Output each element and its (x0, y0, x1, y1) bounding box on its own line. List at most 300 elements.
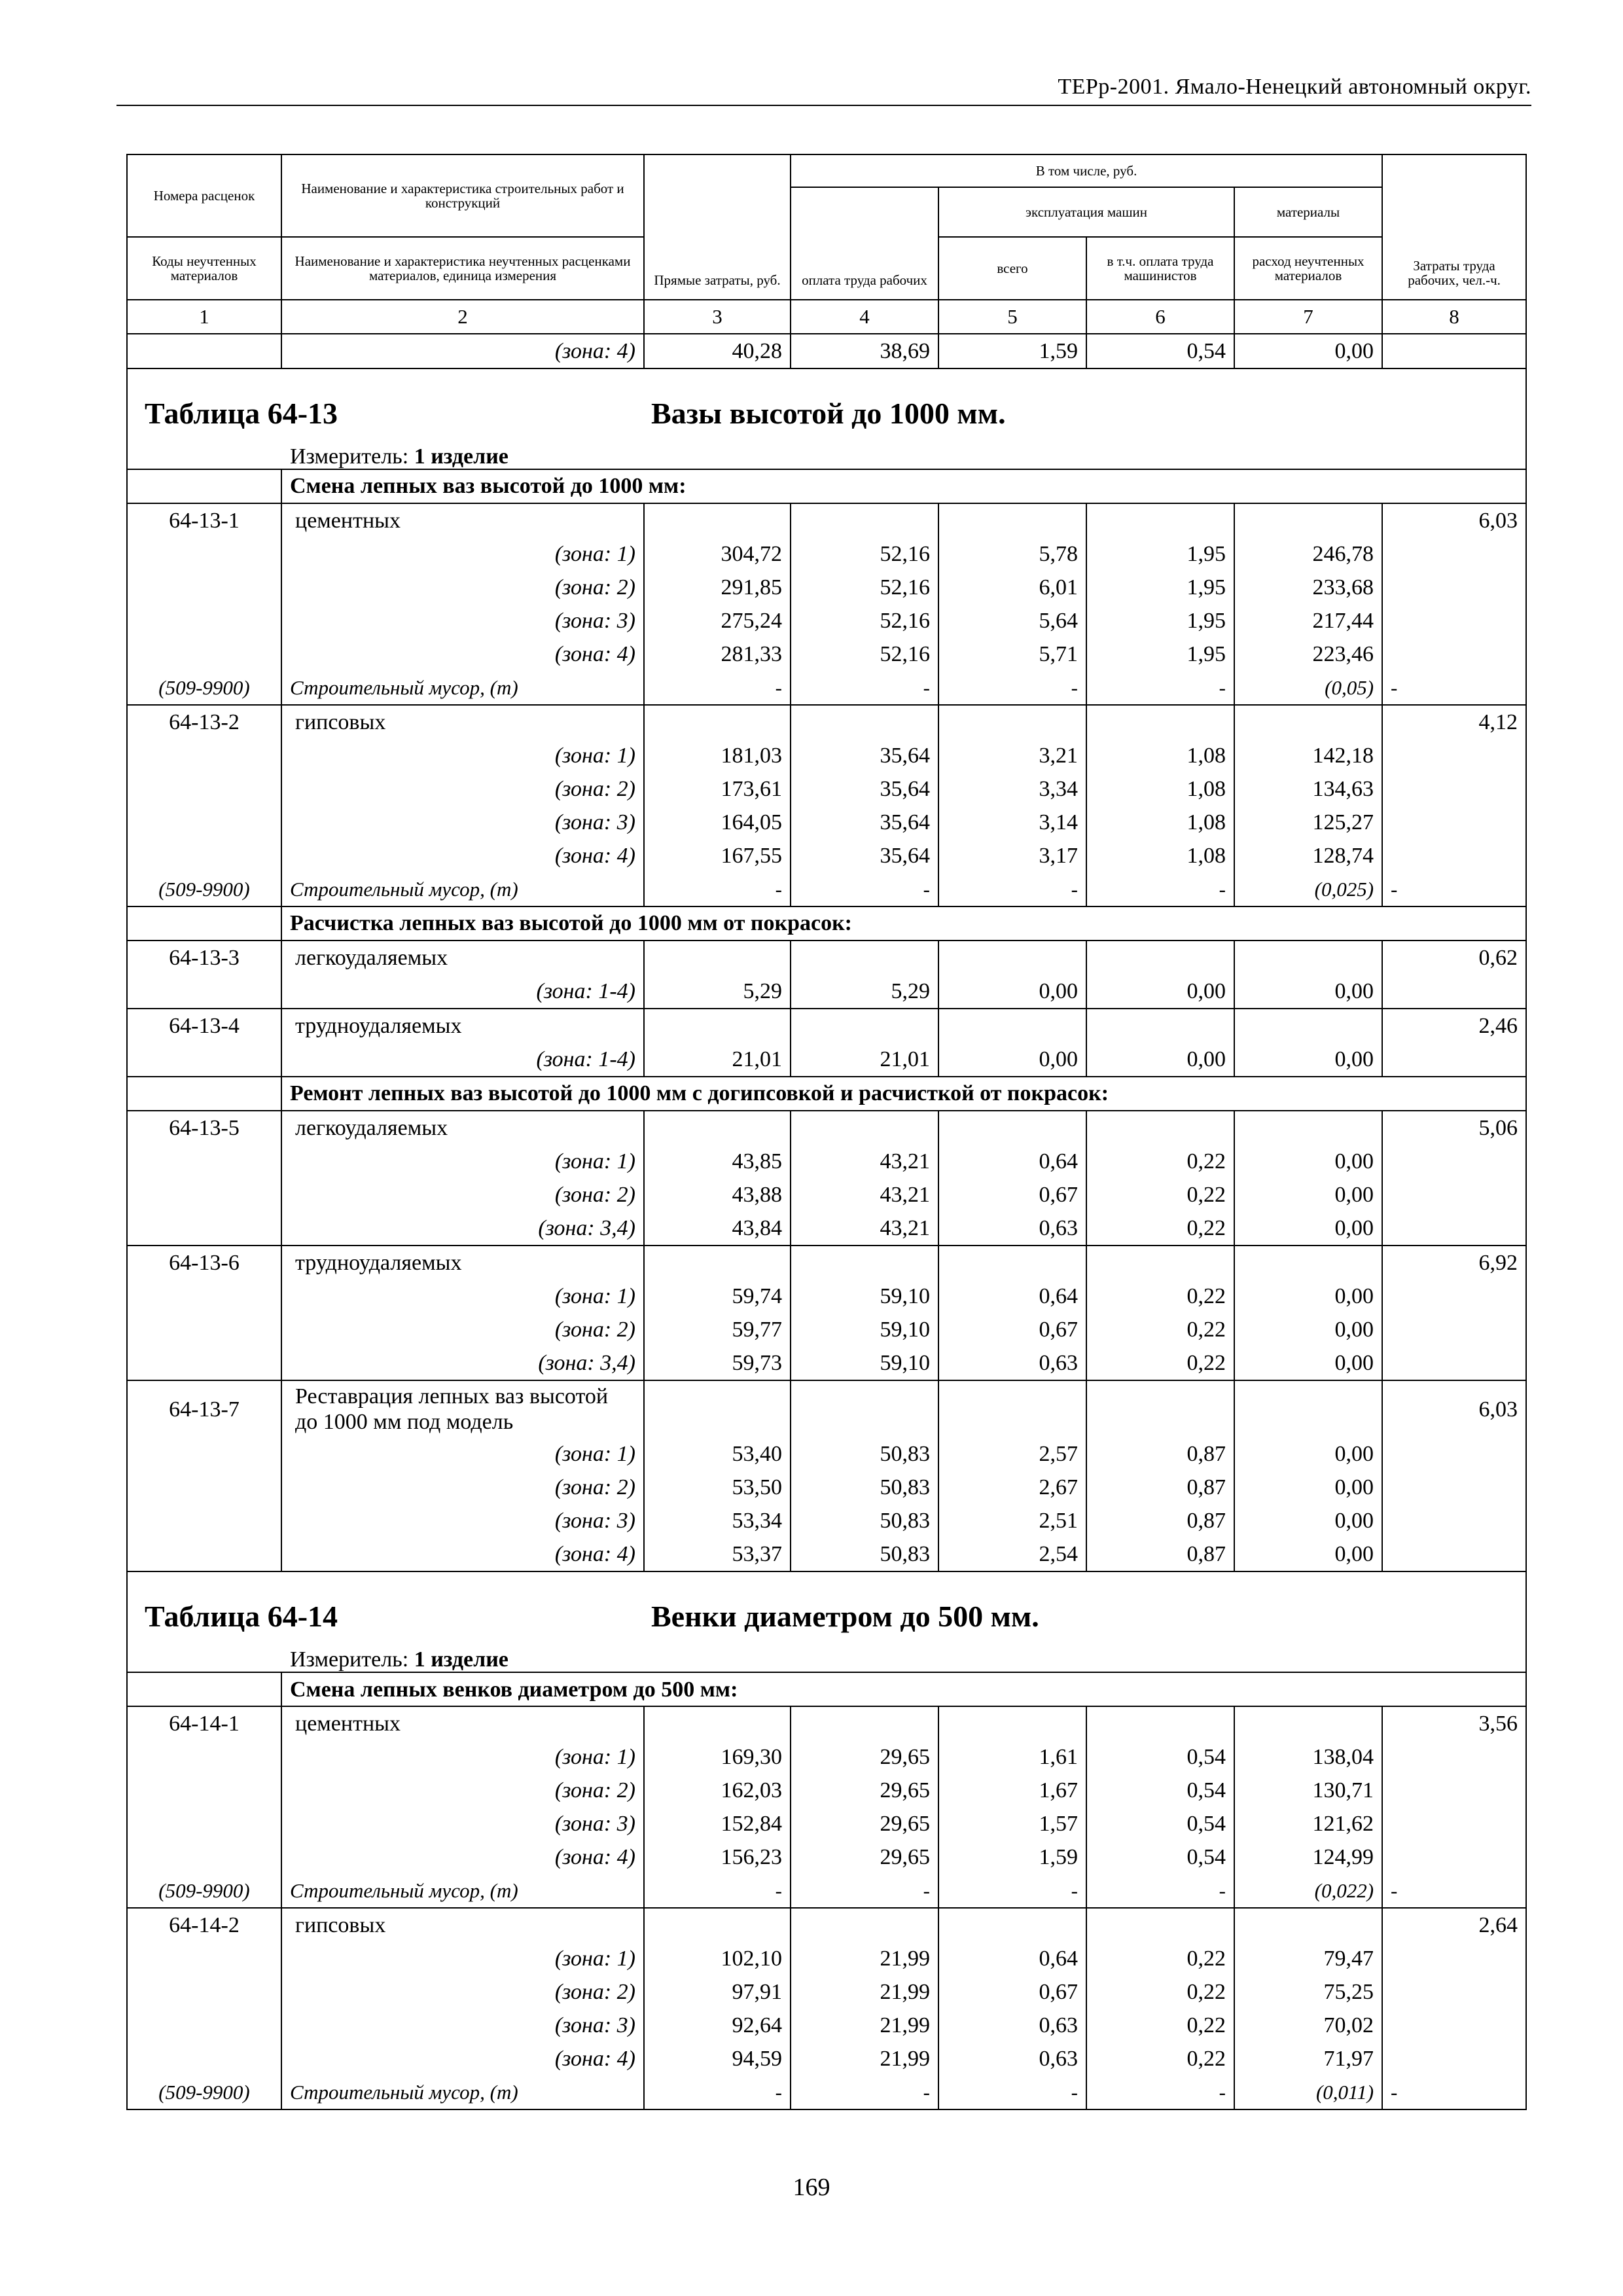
zone-label: (зона: 3) (281, 604, 644, 637)
materials-cost: 0,00 (1234, 1471, 1382, 1504)
rate-item-row (127, 503, 1526, 537)
empty-cell (1086, 1908, 1234, 1942)
materials-cost: 0,00 (1234, 1280, 1382, 1313)
zone-label: (зона: 3) (281, 806, 644, 839)
empty-cell (127, 1807, 281, 1840)
empty-cell (127, 1211, 281, 1246)
empty-cell (791, 503, 938, 537)
materials-cost: 223,46 (1234, 637, 1382, 671)
worker-pay: 29,65 (791, 1807, 938, 1840)
dash-cell: - (644, 671, 791, 705)
operator-pay: 0,22 (1086, 1313, 1234, 1346)
materials-cost: 125,27 (1234, 806, 1382, 839)
col-worker-pay-header: оплата труда рабочих (791, 187, 938, 300)
empty-cell (1382, 537, 1526, 571)
dash-cell: - (938, 1874, 1086, 1908)
worker-pay: 59,10 (791, 1280, 938, 1313)
machines-total: 1,61 (938, 1740, 1086, 1774)
labor-dash: - (1382, 671, 1526, 705)
material-name: Строительный мусор, (т) (281, 1874, 644, 1908)
operator-pay: 0,87 (1086, 1504, 1234, 1537)
operator-pay: 0,22 (1086, 1211, 1234, 1246)
zone-row (127, 1504, 1526, 1537)
empty-cell (127, 1313, 281, 1346)
machines-total: 5,78 (938, 537, 1086, 571)
section-code-cell (127, 469, 281, 503)
zone-row (127, 1807, 1526, 1840)
col-operator-pay-header: в т.ч. оплата труда машинистов (1086, 237, 1234, 300)
operator-pay: 0,22 (1086, 1178, 1234, 1211)
direct-cost: 181,03 (644, 739, 791, 772)
empty-cell (791, 1111, 938, 1145)
empty-cell (1382, 1504, 1526, 1537)
rate-item-row (127, 1009, 1526, 1043)
worker-pay: 21,99 (791, 2042, 938, 2075)
machines-total: 3,34 (938, 772, 1086, 806)
empty-cell (1382, 1145, 1526, 1178)
col-direct-cost-header: Прямые затраты, руб. (644, 154, 791, 300)
empty-cell (127, 2009, 281, 2042)
empty-cell (1382, 806, 1526, 839)
materials-cost: 121,62 (1234, 1807, 1382, 1840)
machines-total: 0,00 (938, 975, 1086, 1009)
empty-cell (1382, 1437, 1526, 1471)
zone-row (127, 739, 1526, 772)
materials-cost: 70,02 (1234, 2009, 1382, 2042)
machines-total: 0,63 (938, 2009, 1086, 2042)
material-consumption: (0,05) (1234, 671, 1382, 705)
machines-total: 3,14 (938, 806, 1086, 839)
direct-cost: 53,34 (644, 1504, 791, 1537)
worker-pay: 38,69 (791, 334, 938, 368)
zone-label: (зона: 1) (281, 1437, 644, 1471)
col-material-code-header: Коды неучтенных материалов (127, 237, 281, 300)
dash-cell: - (938, 671, 1086, 705)
zone-label: (зона: 4) (281, 637, 644, 671)
materials-cost: 0,00 (1234, 1313, 1382, 1346)
worker-pay: 35,64 (791, 806, 938, 839)
zone-label: (зона: 1-4) (281, 1043, 644, 1077)
empty-cell (1382, 571, 1526, 604)
empty-cell (127, 1178, 281, 1211)
operator-pay: 0,22 (1086, 2009, 1234, 2042)
dash-cell: - (791, 872, 938, 906)
page-number: 169 (793, 2174, 830, 2201)
empty-cell (938, 1009, 1086, 1043)
zone-label: (зона: 2) (281, 571, 644, 604)
rate-code: 64-14-1 (127, 1706, 281, 1740)
zone-row (127, 1975, 1526, 2009)
worker-pay: 29,65 (791, 1774, 938, 1807)
worker-pay: 50,83 (791, 1537, 938, 1571)
operator-pay: 1,95 (1086, 537, 1234, 571)
empty-cell (938, 1380, 1086, 1437)
work-name: трудноудаляемых (281, 1009, 644, 1043)
direct-cost: 43,85 (644, 1145, 791, 1178)
empty-cell (1382, 772, 1526, 806)
empty-cell (938, 1246, 1086, 1280)
direct-cost: 173,61 (644, 772, 791, 806)
zone-row (127, 1280, 1526, 1313)
direct-cost: 167,55 (644, 839, 791, 872)
operator-pay: 0,22 (1086, 1280, 1234, 1313)
material-row (127, 872, 1526, 906)
dash-cell: - (1086, 1874, 1234, 1908)
zone-label: (зона: 4) (281, 1840, 644, 1874)
worker-pay: 59,10 (791, 1346, 938, 1380)
column-number: 7 (1234, 300, 1382, 334)
empty-cell (1086, 1009, 1234, 1043)
direct-cost: 152,84 (644, 1807, 791, 1840)
empty-cell (127, 2042, 281, 2075)
dash-cell: - (1086, 2075, 1234, 2109)
rate-code: 64-13-7 (127, 1380, 281, 1437)
operator-pay: 0,22 (1086, 1975, 1234, 2009)
worker-pay: 29,65 (791, 1840, 938, 1874)
materials-cost: 0,00 (1234, 975, 1382, 1009)
material-code: (509-9900) (127, 2075, 281, 2109)
group-header: В том числе, руб. (791, 154, 1382, 187)
empty-cell (127, 1942, 281, 1975)
worker-pay: 59,10 (791, 1313, 938, 1346)
zone-row (127, 1346, 1526, 1380)
worker-pay: 21,99 (791, 1942, 938, 1975)
empty-cell (1382, 1975, 1526, 2009)
machines-total: 5,64 (938, 604, 1086, 637)
empty-cell (1234, 705, 1382, 739)
zone-label: (зона: 1) (281, 1740, 644, 1774)
empty-cell (1382, 739, 1526, 772)
measure-label: Измеритель: (290, 444, 409, 469)
zone-row (127, 839, 1526, 872)
empty-cell (644, 705, 791, 739)
empty-cell (644, 941, 791, 975)
empty-cell (644, 1111, 791, 1145)
header-rule (116, 105, 1531, 106)
direct-cost: 40,28 (644, 334, 791, 368)
direct-cost: 169,30 (644, 1740, 791, 1774)
rate-code: 64-13-2 (127, 705, 281, 739)
materials-cost: 124,99 (1234, 1840, 1382, 1874)
machines-total: 0,67 (938, 1975, 1086, 2009)
direct-cost: 164,05 (644, 806, 791, 839)
machines-total: 1,59 (938, 1840, 1086, 1874)
empty-cell (1086, 705, 1234, 739)
materials-cost: 0,00 (1234, 1346, 1382, 1380)
labor-dash: - (1382, 1874, 1526, 1908)
dash-cell: - (791, 2075, 938, 2109)
empty-cell (644, 1908, 791, 1942)
empty-cell (127, 1840, 281, 1874)
work-name: гипсовых (281, 705, 644, 739)
empty-cell (127, 772, 281, 806)
rate-code: 64-13-1 (127, 503, 281, 537)
empty-cell (127, 1437, 281, 1471)
dash-cell: - (644, 1874, 791, 1908)
table-title-block (127, 1571, 1526, 1672)
direct-cost: 102,10 (644, 1942, 791, 1975)
direct-cost: 53,50 (644, 1471, 791, 1504)
empty-cell (1382, 1840, 1526, 1874)
empty-cell (127, 1774, 281, 1807)
worker-pay: 5,29 (791, 975, 938, 1009)
rate-item-row (127, 1706, 1526, 1740)
dash-cell: - (644, 2075, 791, 2109)
work-name: гипсовых (281, 1908, 644, 1942)
zone-label: (зона: 2) (281, 1471, 644, 1504)
measure-value: 1 изделие (414, 1647, 508, 1672)
labor-cost: 5,06 (1382, 1111, 1526, 1145)
zone-row (127, 1471, 1526, 1504)
empty-cell (127, 1280, 281, 1313)
zone-row (127, 1145, 1526, 1178)
zone-row (127, 1178, 1526, 1211)
labor-cost: 2,64 (1382, 1908, 1526, 1942)
empty-cell (1086, 1706, 1234, 1740)
empty-cell (1382, 1942, 1526, 1975)
table-number: Таблица 64-13 (145, 397, 338, 430)
dash-cell: - (791, 1874, 938, 1908)
machines-total: 2,54 (938, 1537, 1086, 1571)
empty-cell (1234, 1380, 1382, 1437)
col-machines-total-header: всего (938, 237, 1086, 300)
material-name: Строительный мусор, (т) (281, 2075, 644, 2109)
empty-cell (644, 503, 791, 537)
work-name: легкоудаляемых (281, 1111, 644, 1145)
zone-label: (зона: 1) (281, 537, 644, 571)
direct-cost: 92,64 (644, 2009, 791, 2042)
empty-cell (1382, 334, 1526, 368)
zone-label: (зона: 1) (281, 739, 644, 772)
empty-cell (1234, 1246, 1382, 1280)
empty-cell (1234, 941, 1382, 975)
operator-pay: 0,87 (1086, 1537, 1234, 1571)
section-title: Смена лепных венков диаметром до 500 мм: (281, 1672, 1526, 1706)
zone-label: (зона: 2) (281, 1975, 644, 2009)
material-consumption: (0,025) (1234, 872, 1382, 906)
empty-cell (1382, 2042, 1526, 2075)
direct-cost: 53,37 (644, 1537, 791, 1571)
zone-label: (зона: 3,4) (281, 1211, 644, 1246)
material-name: Строительный мусор, (т) (281, 671, 644, 705)
worker-pay: 21,01 (791, 1043, 938, 1077)
table-name: Вазы высотой до 1000 мм. (651, 397, 1006, 430)
machines-total: 0,64 (938, 1942, 1086, 1975)
dash-cell: - (1086, 671, 1234, 705)
zone-row (127, 604, 1526, 637)
worker-pay: 50,83 (791, 1471, 938, 1504)
direct-cost: 97,91 (644, 1975, 791, 2009)
rate-code: 64-13-4 (127, 1009, 281, 1043)
work-name: трудноудаляемых (281, 1246, 644, 1280)
zone-label: (зона: 2) (281, 1774, 644, 1807)
materials-cost: 233,68 (1234, 571, 1382, 604)
machines-total: 0,64 (938, 1280, 1086, 1313)
rate-item-row (127, 1111, 1526, 1145)
worker-pay: 52,16 (791, 604, 938, 637)
empty-cell (644, 1246, 791, 1280)
empty-cell (938, 941, 1086, 975)
operator-pay: 0,54 (1086, 1740, 1234, 1774)
empty-cell (127, 1471, 281, 1504)
material-consumption: (0,011) (1234, 2075, 1382, 2109)
material-code: (509-9900) (127, 872, 281, 906)
labor-cost: 2,46 (1382, 1009, 1526, 1043)
empty-cell (127, 975, 281, 1009)
machines-header: эксплуатация машин (938, 187, 1234, 237)
operator-pay: 0,87 (1086, 1437, 1234, 1471)
machines-total: 0,63 (938, 2042, 1086, 2075)
empty-cell (127, 334, 281, 368)
material-name: Строительный мусор, (т) (281, 872, 644, 906)
materials-header: материалы (1234, 187, 1382, 237)
col-material-name-header: Наименование и характеристика неучтенных расценками материалов, единица измерения (281, 237, 644, 300)
worker-pay: 35,64 (791, 839, 938, 872)
empty-cell (127, 1740, 281, 1774)
labor-cost: 4,12 (1382, 705, 1526, 739)
operator-pay: 1,08 (1086, 806, 1234, 839)
worker-pay: 21,99 (791, 1975, 938, 2009)
empty-cell (938, 1111, 1086, 1145)
price-table (126, 154, 1527, 2110)
empty-cell (1382, 1043, 1526, 1077)
work-name: легкоудаляемых (281, 941, 644, 975)
operator-pay: 1,08 (1086, 839, 1234, 872)
direct-cost: 59,73 (644, 1346, 791, 1380)
empty-cell (1234, 1908, 1382, 1942)
rate-item-row (127, 1246, 1526, 1280)
empty-cell (127, 1537, 281, 1571)
col-code-header: Номера расценок (127, 154, 281, 237)
operator-pay: 0,22 (1086, 1145, 1234, 1178)
table-name: Венки диаметром до 500 мм. (651, 1600, 1039, 1634)
col-materials-consumption-header: расход неучтенных материалов (1234, 237, 1382, 300)
direct-cost: 59,74 (644, 1280, 791, 1313)
rate-item-row (127, 941, 1526, 975)
materials-cost: 71,97 (1234, 2042, 1382, 2075)
labor-dash: - (1382, 872, 1526, 906)
materials-cost: 142,18 (1234, 739, 1382, 772)
operator-pay: 1,95 (1086, 637, 1234, 671)
column-number: 5 (938, 300, 1086, 334)
empty-cell (1382, 1740, 1526, 1774)
running-title: ТЕРр-2001. Ямало-Ненецкий автономный округ. (1058, 75, 1531, 99)
labor-cost: 0,62 (1382, 941, 1526, 975)
empty-cell (1382, 1537, 1526, 1571)
worker-pay: 52,16 (791, 571, 938, 604)
material-code: (509-9900) (127, 1874, 281, 1908)
column-number: 2 (281, 300, 644, 334)
materials-cost: 0,00 (1234, 1537, 1382, 1571)
materials-cost: 128,74 (1234, 839, 1382, 872)
zone-row (127, 1942, 1526, 1975)
labor-dash: - (1382, 2075, 1526, 2109)
zone-row (127, 571, 1526, 604)
empty-cell (127, 839, 281, 872)
column-number: 8 (1382, 300, 1526, 334)
worker-pay: 21,99 (791, 2009, 938, 2042)
operator-pay: 0,22 (1086, 2042, 1234, 2075)
empty-cell (791, 1380, 938, 1437)
direct-cost: 162,03 (644, 1774, 791, 1807)
materials-cost: 79,47 (1234, 1942, 1382, 1975)
empty-cell (1382, 637, 1526, 671)
empty-cell (127, 1504, 281, 1537)
materials-cost: 0,00 (1234, 1145, 1382, 1178)
empty-cell (791, 941, 938, 975)
worker-pay: 52,16 (791, 537, 938, 571)
empty-cell (1086, 1380, 1234, 1437)
zone-row (127, 806, 1526, 839)
empty-cell (938, 705, 1086, 739)
empty-cell (1086, 503, 1234, 537)
empty-cell (791, 1246, 938, 1280)
empty-cell (1382, 2009, 1526, 2042)
materials-cost: 0,00 (1234, 1504, 1382, 1537)
work-name: цементных (281, 503, 644, 537)
empty-cell (1234, 1111, 1382, 1145)
direct-cost: 43,84 (644, 1211, 791, 1246)
section-code-cell (127, 1077, 281, 1111)
empty-cell (1382, 604, 1526, 637)
work-name: цементных (281, 1706, 644, 1740)
worker-pay: 50,83 (791, 1437, 938, 1471)
section-row (127, 469, 1526, 503)
measure-label: Измеритель: (290, 1647, 409, 1672)
empty-cell (791, 1009, 938, 1043)
rate-code: 64-13-5 (127, 1111, 281, 1145)
direct-cost: 281,33 (644, 637, 791, 671)
zone-row (127, 537, 1526, 571)
worker-pay: 50,83 (791, 1504, 938, 1537)
zone-row (127, 1313, 1526, 1346)
empty-cell (127, 1346, 281, 1380)
materials-cost: 217,44 (1234, 604, 1382, 637)
machines-total: 2,67 (938, 1471, 1086, 1504)
operator-pay: 0,22 (1086, 1942, 1234, 1975)
worker-pay: 43,21 (791, 1211, 938, 1246)
zone-label: (зона: 2) (281, 1178, 644, 1211)
zone-label: (зона: 3,4) (281, 1346, 644, 1380)
section-row (127, 1672, 1526, 1706)
operator-pay: 0,54 (1086, 1774, 1234, 1807)
worker-pay: 43,21 (791, 1145, 938, 1178)
empty-cell (127, 1975, 281, 2009)
direct-cost: 21,01 (644, 1043, 791, 1077)
empty-cell (1382, 1313, 1526, 1346)
rate-item-row (127, 1908, 1526, 1942)
column-number: 1 (127, 300, 281, 334)
labor-cost: 6,03 (1382, 503, 1526, 537)
zone-label: (зона: 2) (281, 772, 644, 806)
empty-cell (791, 1706, 938, 1740)
direct-cost: 53,40 (644, 1437, 791, 1471)
materials-cost: 0,00 (1234, 1043, 1382, 1077)
direct-cost: 275,24 (644, 604, 791, 637)
labor-cost: 6,03 (1382, 1380, 1526, 1437)
zone-label: (зона: 3) (281, 1504, 644, 1537)
empty-cell (1382, 1280, 1526, 1313)
section-title: Ремонт лепных ваз высотой до 1000 мм с догипсовкой и расчисткой от покрасок: (281, 1077, 1526, 1111)
zone-row (127, 1211, 1526, 1246)
empty-cell (938, 1908, 1086, 1942)
machines-total: 1,57 (938, 1807, 1086, 1840)
direct-cost: 94,59 (644, 2042, 791, 2075)
direct-cost: 43,88 (644, 1178, 791, 1211)
empty-cell (791, 1908, 938, 1942)
zone-label: (зона: 2) (281, 1313, 644, 1346)
zone-label: (зона: 3) (281, 1807, 644, 1840)
